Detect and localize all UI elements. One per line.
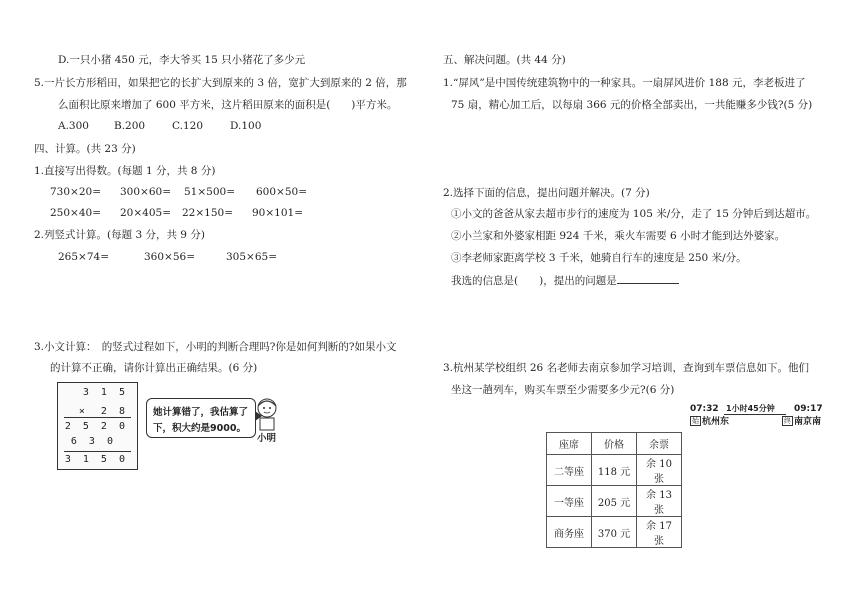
q3-line2: 坐这一趟列车，购买车票至少需要多少元?(6 分) — [451, 384, 675, 396]
price-cell: 205 元 — [592, 486, 637, 517]
oral-calc-item: 250×40= — [50, 207, 101, 219]
q1-line1: 1.“屏风”是中国传统建筑物中的一种家具。一扇屏风进价 188 元，李老板进了 — [443, 77, 806, 89]
header-remaining: 余票 — [637, 433, 682, 455]
calc-row: 3 1 5 — [82, 387, 128, 398]
remaining-cell: 余 10 张 — [637, 455, 682, 486]
calc-row: 3 1 5 0 — [64, 454, 128, 465]
part3-line1: 3.小文计算： 的竖式过程如下，小明的判断合理吗?你是如何判断的?如果小文 — [34, 341, 397, 353]
calc-divider — [64, 417, 131, 418]
calc-row: × 2 8 — [78, 406, 128, 417]
q3-line1: 3.杭州某学校组织 26 名老师去南京参加学习培训，查询到车票信息如下。他们 — [443, 362, 810, 374]
oral-calc-item: 300×60= — [120, 186, 171, 198]
end-station-tag: 终 — [784, 417, 791, 425]
remaining-cell: 余 13 张 — [637, 486, 682, 517]
vertical-calc-card — [57, 382, 138, 470]
bubble-line2: 下，积大约是9000。 — [153, 423, 246, 434]
xiaoming-label: 小明 — [257, 433, 277, 444]
q4-option-d: D.一只小猪 450 元，李大爷买 15 只小猪花了多少元 — [58, 54, 306, 66]
header-price: 价格 — [592, 433, 637, 455]
table-header-row — [547, 433, 682, 455]
q2-choose-text: 我选的信息是( )，提出的问题是 — [451, 275, 617, 287]
seat-cell: 商务座 — [547, 517, 592, 548]
price-cell: 370 元 — [592, 517, 637, 548]
table-row — [547, 486, 682, 517]
vertical-calc-item: 305×65= — [226, 251, 277, 263]
calc-row: 6 3 0 — [70, 436, 116, 447]
from-station: 杭州东 — [702, 417, 730, 427]
remaining-cell: 余 17 张 — [637, 517, 682, 548]
calc-divider — [64, 451, 131, 452]
q5-line1: 5.一片长方形稻田，如果把它的长扩大到原来的 3 倍，宽扩大到原来的 2 倍，那 — [34, 77, 407, 89]
q2-title: 2.选择下面的信息，提出问题并解决。(7 分) — [443, 187, 650, 199]
part2-title: 2.列竖式计算。(每题 3 分，共 9 分) — [34, 229, 205, 241]
ticket-table — [546, 432, 682, 548]
header-seat: 座席 — [547, 433, 592, 455]
boy-illustration — [254, 396, 280, 432]
q2-info1: ①小文的爸爸从家去超市步行的速度为 105 米/分，走了 15 分钟后到达超市。 — [451, 208, 817, 220]
q5-option-d: D.100 — [230, 120, 262, 132]
q5-option-c: C.120 — [172, 120, 204, 132]
seat-cell: 一等座 — [547, 486, 592, 517]
vertical-calc-item: 265×74= — [58, 251, 109, 263]
oral-calc-item: 20×405= — [120, 207, 171, 219]
start-station-tag: 始 — [692, 417, 699, 425]
q1-line2: 75 扇，精心加工后，以每扇 366 元的价格全部卖出，一共能赚多少钱?(5 分) — [451, 99, 813, 111]
section-4-title: 四、计算。(共 23 分) — [34, 143, 136, 155]
oral-calc-item: 730×20= — [50, 186, 101, 198]
part3-line2: 的计算不正确，请你计算出正确结果。(6 分) — [50, 362, 258, 374]
vertical-calc-item: 360×56= — [144, 251, 195, 263]
calc-row: 2 5 2 0 — [64, 421, 128, 432]
q2-choose-line — [451, 273, 679, 288]
price-cell: 118 元 — [592, 455, 637, 486]
q5-line2: 么面积比原来增加了 600 平方米，这片稻田原来的面积是( )平方米。 — [58, 99, 398, 111]
speech-bubble — [146, 398, 256, 438]
q2-info3: ③李老师家距离学校 3 千米，她骑自行车的速度是 250 米/分。 — [451, 252, 747, 264]
section-5-title: 五、解决问题。(共 44 分) — [443, 54, 566, 66]
bubble-line1: 她计算错了，我估算了 — [153, 407, 249, 418]
oral-calc-item: 600×50= — [256, 186, 307, 198]
table-row — [547, 517, 682, 548]
seat-cell: 二等座 — [547, 455, 592, 486]
arrive-time: 09:17 — [794, 404, 823, 414]
to-station: 南京南 — [794, 417, 822, 427]
train-info — [690, 402, 830, 428]
route-arrow — [724, 414, 786, 415]
q2-info2: ②小兰家和外婆家相距 924 千米，乘火车需要 6 小时才能到达外婆家。 — [451, 230, 786, 242]
answer-blank[interactable] — [617, 273, 679, 284]
oral-calc-item: 90×101= — [252, 207, 303, 219]
oral-calc-item: 51×500= — [184, 186, 235, 198]
duration-label: 1小时45分钟 — [726, 404, 775, 413]
q5-option-a: A.300 — [58, 120, 89, 132]
q5-option-b: B.200 — [114, 120, 146, 132]
depart-time: 07:32 — [690, 404, 719, 414]
oral-calc-item: 22×150= — [182, 207, 233, 219]
part1-title: 1.直接写出得数。(每题 1 分，共 8 分) — [34, 165, 216, 177]
table-row — [547, 455, 682, 486]
